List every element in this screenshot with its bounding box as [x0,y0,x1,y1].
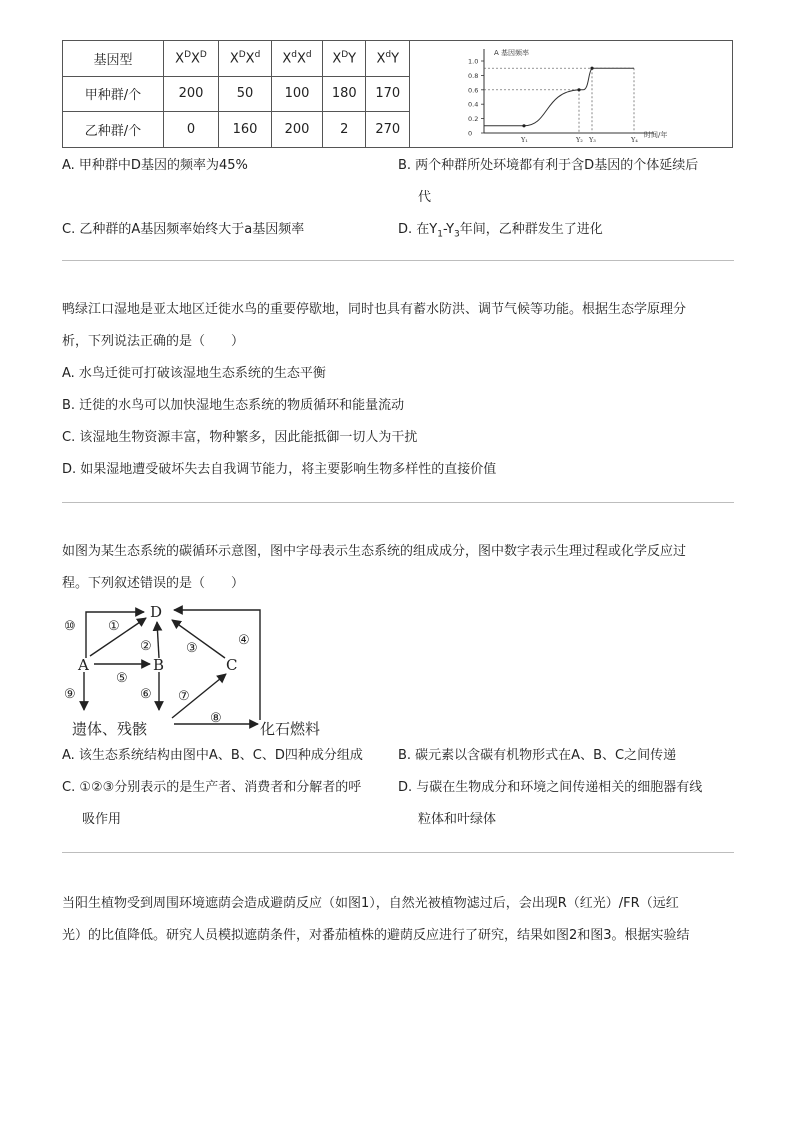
q2-stem-line2: 析，下列说法正确的是（ ） [62,334,245,349]
table-header-label: 基因型 [63,41,164,77]
process-2-label: ② [140,639,152,654]
process-6-label: ⑥ [140,687,152,702]
y-axis-label: A 基因频率 [494,49,530,57]
data-point [577,88,580,91]
process-9-label: ⑨ [64,687,76,702]
y-tick-label: 0.6 [468,86,479,95]
allele-frequency-chart [410,41,732,148]
table-header-cell: $X^dY$ [366,41,410,77]
table-header-cell: $X^DY$ [322,41,366,77]
process-5-label: ⑤ [116,671,128,686]
q2-option-a[interactable]: A. 水鸟迁徙可打破该湿地生态系统的生态平衡 [62,366,326,381]
process-3-label: ③ [186,641,198,656]
divider [62,260,734,261]
data-point [590,67,593,70]
chart-cell [410,40,733,148]
row-label: 乙种群/个 [63,112,164,148]
x-tick-label: Y₂ [576,136,583,144]
row-label: 甲种群/个 [63,76,164,112]
process-10-label: ⑩ [64,619,76,634]
x-axis-label: 时间/年 [644,131,668,139]
table-cell: 100 [272,76,323,112]
process-8-label: ⑧ [210,711,222,726]
x-tick-label: Y₄ [631,136,638,144]
genotype-table [62,40,410,148]
y-tick-label: 0.8 [468,71,479,80]
table-row [63,76,410,112]
q3-option-c-cont: 吸作用 [82,812,122,827]
table-cell: 170 [366,76,410,112]
table-cell: 160 [219,112,272,148]
table-cell: 200 [272,112,323,148]
table-cell: 180 [322,76,366,112]
q1-option-b[interactable]: B. 两个种群所处环境都有利于含D基因的个体延续后 [398,158,699,173]
y-tick-label: 1.0 [468,57,479,66]
table-cell: 2 [322,112,366,148]
q2-option-b[interactable]: B. 迁徙的水鸟可以加快湿地生态系统的物质循环和能量流动 [62,398,405,413]
y-tick-label: 0 [468,129,473,138]
x-tick-label: Y₃ [589,136,596,144]
table-header-cell: $X^dX^d$ [272,41,323,77]
divider [62,502,734,503]
q2-option-d[interactable]: D. 如果湿地遭受破坏失去自我调节能力，将主要影响生物多样性的直接价值 [62,462,497,477]
table-cell: 270 [366,112,410,148]
node-fossil-fuel: 化石燃料 [260,720,321,738]
table-row [63,112,410,148]
node-remains: 遗体、残骸 [72,720,148,738]
table-cell: 0 [164,112,219,148]
frequency-line [484,68,634,126]
q1-option-d[interactable]: D. 在$Y_1-Y_3$年间，乙种群发生了进化 [398,222,603,240]
q3-option-c[interactable]: C. ①②③分别表示的是生产者、消费者和分解者的呼 [62,780,362,795]
process-7-label: ⑦ [178,689,190,704]
table-header-row [63,41,410,77]
q3-option-a[interactable]: A. 该生态系统结构由图中A、B、C、D四种成分组成 [62,748,363,763]
q3-stem-line1: 如图为某生态系统的碳循环示意图，图中字母表示生态系统的组成成分，图中数字表示生理过程或化学反应过 [62,544,687,559]
node-c: C [226,656,238,674]
q3-option-d[interactable]: D. 与碳在生物成分和环境之间传递相关的细胞器有线 [398,780,703,795]
q1-option-c[interactable]: C. 乙种群的A基因频率始终大于a基因频率 [62,222,305,237]
x-tick-label: Y₁ [521,136,528,144]
carbon-cycle-diagram [62,600,332,742]
table-cell: 200 [164,76,219,112]
node-a: A [78,656,89,674]
process-1-label: ① [108,619,120,634]
divider [62,852,734,853]
table-cell: 50 [219,76,272,112]
y-tick-label: 0.2 [468,115,479,124]
data-point [522,124,525,127]
y-tick-label: 0.4 [468,100,479,109]
q3-stem-line2: 程。下列叙述错误的是（ ） [62,576,245,591]
q3-option-b[interactable]: B. 碳元素以含碳有机物形式在A、B、C之间传递 [398,748,677,763]
q3-option-d-cont: 粒体和叶绿体 [418,812,497,827]
q4-stem-line1: 当阳生植物受到周围环境遮荫会造成避荫反应（如图1），自然光被植物滤过后，会出现R（红光）/FR（远红 [62,896,679,911]
process-4-label: ④ [238,633,250,648]
q1-option-a[interactable]: A. 甲种群中D基因的频率为45% [62,158,248,173]
table-header-cell: $X^DX^D$ [164,41,219,77]
node-b: B [153,656,165,674]
q2-option-c[interactable]: C. 该湿地生物资源丰富，物种繁多，因此能抵御一切人为干扰 [62,430,418,445]
q2-stem-line1: 鸭绿江口湿地是亚太地区迁徙水鸟的重要停歇地，同时也具有蓄水防洪、调节气候等功能。根据生态学原理分 [62,302,687,317]
table-header-cell: $X^DX^d$ [219,41,272,77]
q4-stem-line2: 光）的比值降低。研究人员模拟遮荫条件，对番茄植株的避荫反应进行了研究，结果如图2和图3。根据实验结 [62,928,690,943]
node-d: D [150,603,163,621]
q1-option-b-cont: 代 [418,190,432,205]
